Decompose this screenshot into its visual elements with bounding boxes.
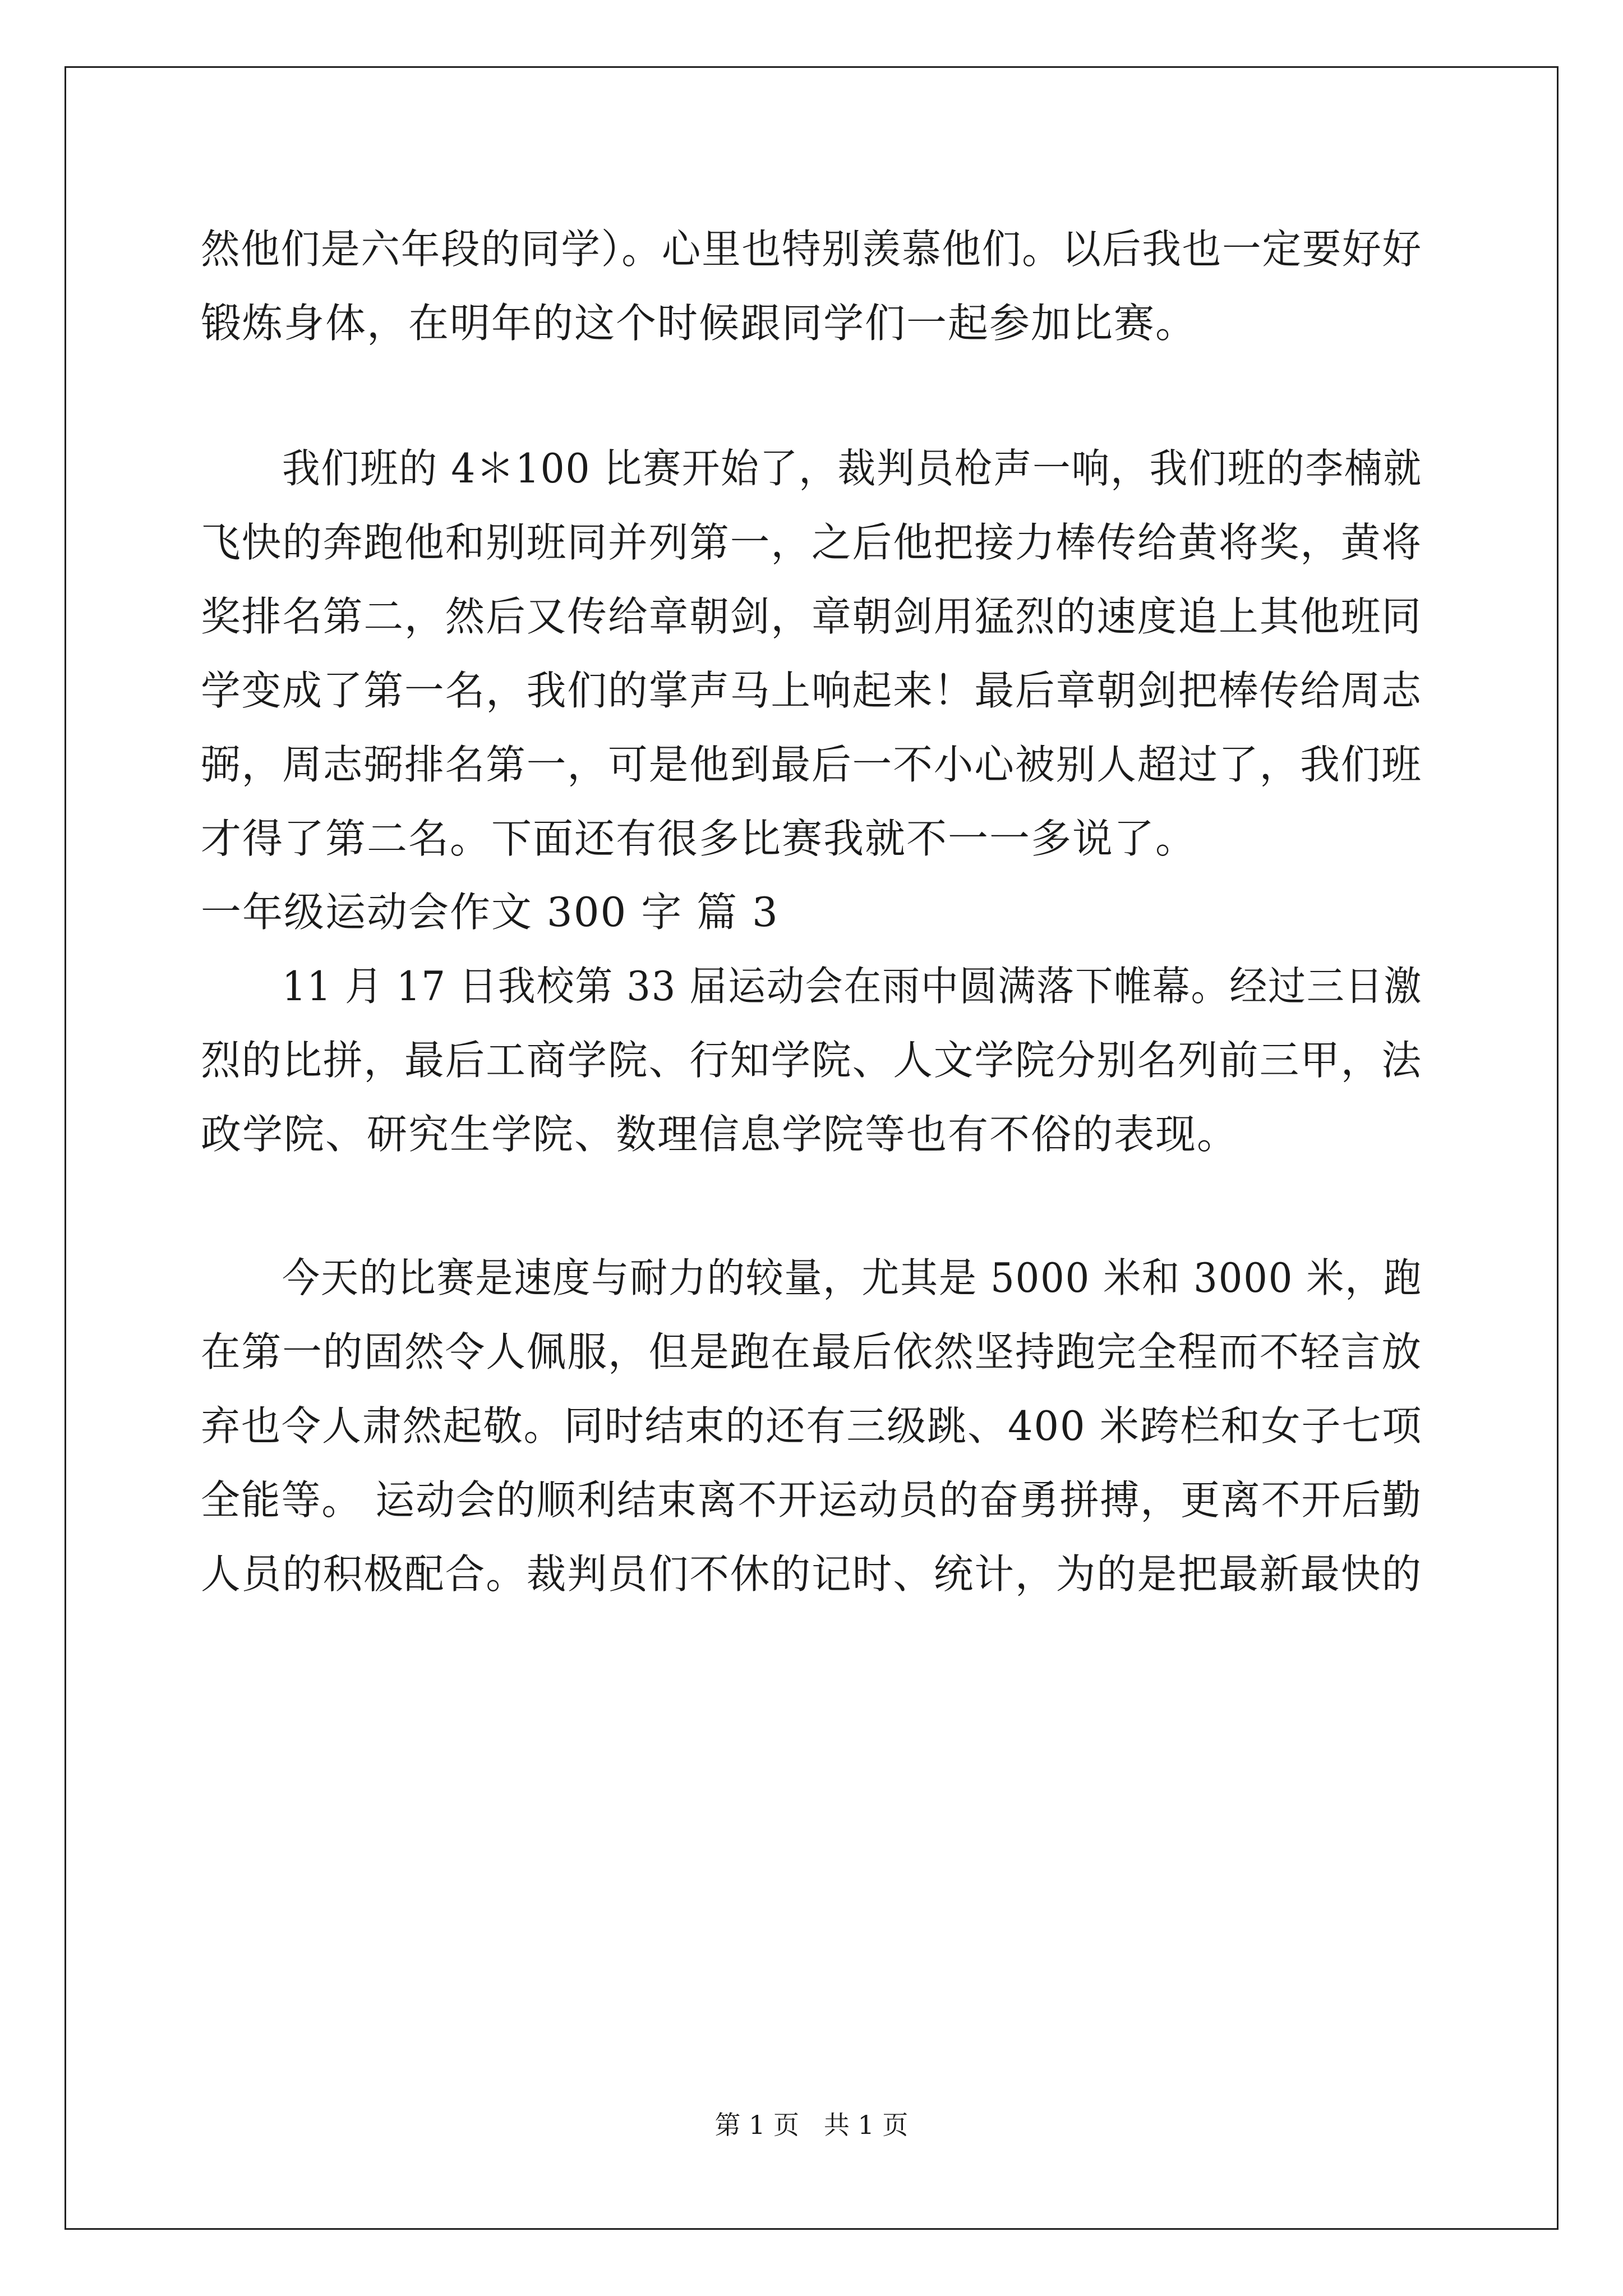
text-line: 奖排名第二，然后又传给章朝剑，章朝剑用猛烈的速度追上其他班同 [201, 593, 1423, 640]
text-line: 政学院、研究生学院、数理信息学院等也有不俗的表现。 [201, 1111, 1239, 1158]
text-line: 锻炼身体，在明年的这个时候跟同学们一起参加比赛。 [201, 300, 1197, 347]
paragraph-start-line: 11 月 17 日我校第 33 届运动会在雨中圆满落下帷幕。经过三日激 [282, 963, 1423, 1010]
text-line: 烈的比拼，最后工商学院、行知学院、人文学院分别名列前三甲，法 [201, 1037, 1423, 1084]
text-line: 弃也令人肃然起敬。同时结束的还有三级跳、400 米跨栏和女子七项 [201, 1402, 1423, 1450]
text-line: 飞快的奔跑他和别班同并列第一，之后他把接力棒传给黄将奖，黄将 [201, 519, 1423, 566]
text-line: 然他们是六年段的同学）。心里也特别羡慕他们。以后我也一定要好好 [201, 226, 1423, 273]
text-line: 全能等。 运动会的顺利结束离不开运动员的奋勇拼搏，更离不开后勤 [201, 1476, 1422, 1524]
text-line: 学变成了第一名，我们的掌声马上响起来！最后章朝剑把棒传给周志 [201, 667, 1423, 714]
text-line: 才得了第二名。下面还有很多比赛我就不一一多说了。 [201, 815, 1197, 862]
text-line: 人员的积极配合。裁判员们不休的记时、统计，为的是把最新最快的 [201, 1550, 1423, 1598]
paragraph-start-line: 我们班的 4＊100 比赛开始了，裁判员枪声一响，我们班的李楠就 [282, 445, 1423, 492]
paragraph-start-line: 今天的比赛是速度与耐力的较量，尤其是 5000 米和 3000 米，跑 [282, 1254, 1423, 1301]
page-footer: 第 1 页 共 1 页 [714, 2110, 909, 2140]
text-line: 弼，周志弼排名第一，可是他到最后一不小心被别人超过了，我们班 [201, 741, 1423, 788]
text-line: 在第一的固然令人佩服，但是跑在最后依然坚持跑完全程而不轻言放 [201, 1328, 1423, 1375]
section-heading: 一年级运动会作文 300 字 篇 3 [201, 889, 779, 936]
